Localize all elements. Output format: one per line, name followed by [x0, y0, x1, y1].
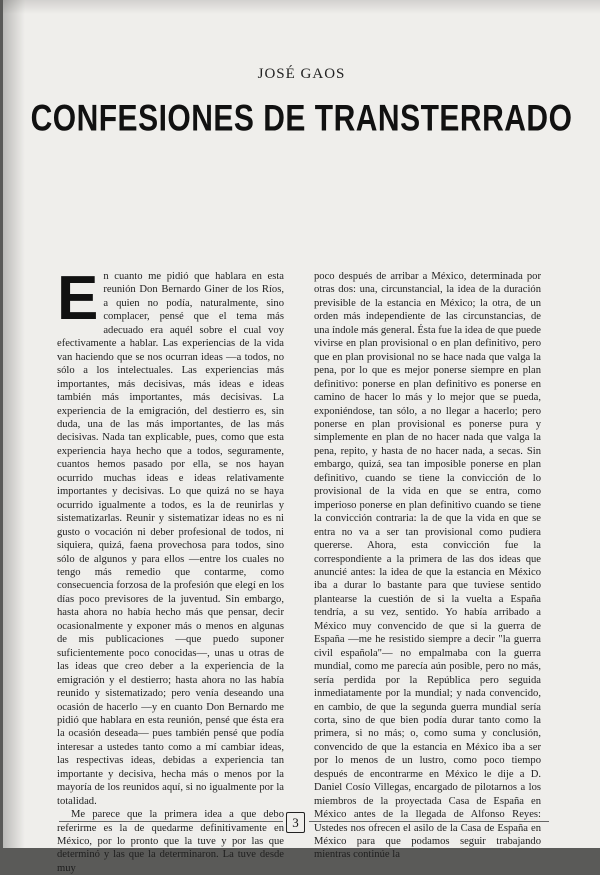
- drop-cap: E: [57, 264, 99, 333]
- paragraph-2: Me parece que la primera idea a que debo referirme es la de quedarme definitivamente en México, por lo pronto que la tuve y por las que determinó y las que la determinaron. La tuve desde muy: [57, 809, 284, 874]
- paragraph-3: poco después de arribar a México, determinada por otras dos: una, circunstancial, la idea de la duración previsible de la estancia en México; la otra, de un orden más independiente de las circunstancias, de una índole más general. Ésta fue la idea de que puede vivirse en plan provisional o en plan definitivo, pero que en plan provisional no se hace nada que valga la pena, por lo que es mejor ponerse siempre en plan definitivo: ponerse en plan definitivo es ponerse en camino de hacer lo más y lo mejor que se pueda, exponiéndose, tan sólo, a no llegar a hacerlo; pero ponerse en plan provisional es ponerse pura y simplemente en plan de no hacer nada que valga la pena, repito, y hasta de no hacer nada, a secas. Sin embargo, quizá, sea tan imposible ponerse en plan definitivo, cuando se tiene la convicción de lo provisional de la vida en que se entra, como imperioso ponerse en plan definitivo cuando se tiene la convicción contraria: la de que la vida en que se entra no va a ser tan provisional como pudiera quererse. Ahora, esta convicción fue la correspondiente a la primera de las dos ideas que anuncié antes: la idea de que la estancia en México iba a durar lo bastante para que tuviese sentido plantearse la cuestión de si la vuelta a España tendría, a su vez, sentido. Yo había arribado a México muy convencido de que si la guerra de España —me he resistido siempre a decir "la guerra civil española"— no empalmaba con la guerra mundial, como me parecía aún posible, pero no más, sería perdida por la República pero seguida inmediatamente por la mundial; y nada convencido, en cambio, de que la segunda guerra mundial sería corta, sino de que bien podía durar tanto como la primera, si no más; o, como suma y conclusión, convencido de que la estancia en México iba a ser por lo menos de un lustro, como poco tiempo después de encontrarme en México le dije a D. Daniel Cosío Villegas, encargado de pilotarnos a los miembros de la proyectada Casa de España en México antes de la llegada de Alfonso Reyes: Ustedes nos ofrecen el asilo de la Casa de España en México para que podamos seguir trabajando mientras continúe la: [314, 271, 541, 861]
- paragraph-1: [57, 264, 284, 808]
- footer-rule-left: [59, 821, 283, 822]
- text-column-left: [57, 264, 284, 874]
- page-number: 3: [286, 812, 305, 833]
- article-author: JOSÉ GAOS: [257, 66, 346, 82]
- text-column-right: [314, 270, 541, 861]
- page-top-shadow: [3, 0, 600, 14]
- document-page: [3, 0, 600, 874]
- article-title: CONFESIONES DE TRANSTERRADO: [30, 98, 573, 140]
- paragraph-1-text: n cuanto me pidió que hablara en esta reunión Don Bernardo Giner de los Ríos, a quien no podía, naturalmente, sino complacer, pensé que el tema más adecuado era aquél sobre el cual voy efectivamente a hablar. Las experiencias de la vida van haciendo que se nos ocurran ideas —a todos, no sólo a los intelectuales. Las experiencias más importantes, más decisivas, más ideas e ideas también más importantes, más decisivas. La experiencia de la emigración, del destierro es, sin duda, una de las más importantes, de las más decisivas. Nada tan explicable, pues, como que esta experiencia haya hecho que a todos, seguramente, cuantos hemos pasado por ella, se nos hayan ocurrido muchas ideas e ideas relativamente importantes y decisivas. Lo que quizá no se haya ocurrido igualmente a todos, es la de reunirlas y sistematizarlas. Reunir y sistematizar ideas no es ni gusto o vocación ni deber profesional de todos, ni siquiera, quizá, faena provechosa para todos, sino sólo de algunos y para ellos —entre los cuales no tengo más remedio que contarme, como consecuencia forzosa de la profesión que elegí en los días poco previsores de la juventud. Sin embargo, hasta ahora no había hecho más que pensar, decir ocasionalmente y exponer más o menos en algunas de mis publicaciones —que puedo suponer suficientemente poco conocidas—, unas u otras de las ideas que creo deber a la experiencia de la emigración y el destierro; hasta ahora no las había reunido y sistematizado; pero venía deseando una ocasión de hacerlo —y en cuanto Don Bernardo me pidió que hablara en esta reunión, pensé que ésta era la ocasión deseada— pues también pensé que podía interesar a ustedes tanto como a mí cambiar ideas, las respectivas ideas, debidas a experiencia tan importante y decisiva, hecha más o menos por la mayoría de los reunidos aquí, si no igualmente por la totalidad.: [57, 271, 284, 807]
- footer-rule-right: [309, 821, 549, 822]
